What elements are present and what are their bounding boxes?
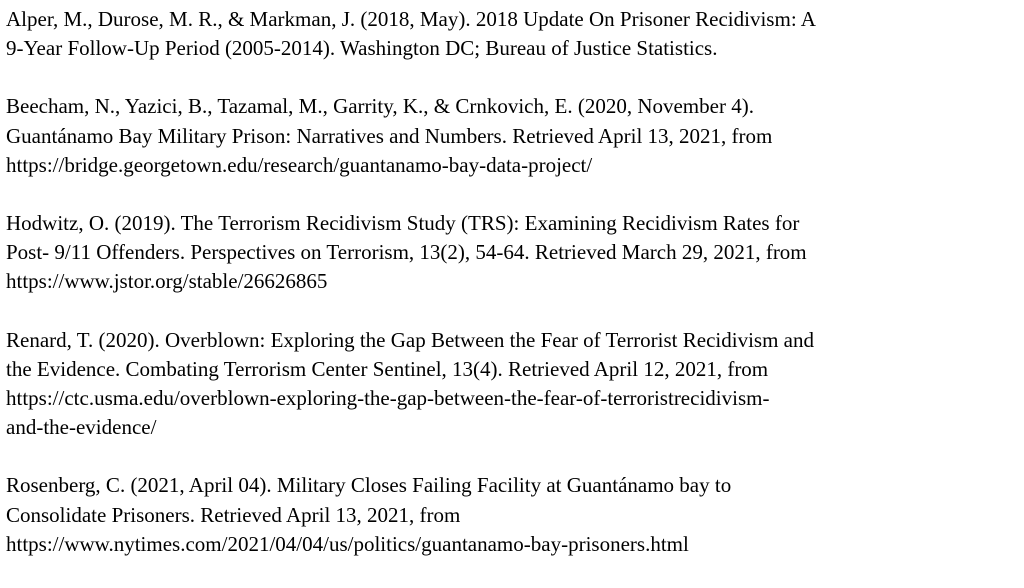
reference-entry-renard [6,326,1016,443]
reference-entry-alper [6,5,1016,63]
reference-line: Alper, M., Durose, M. R., & Markman, J. (2018, May). 2018 Update On Prisoner Recidivism: A [6,7,816,31]
reference-line: Beecham, N., Yazici, B., Tazamal, M., Garrity, K., & Crnkovich, E. (2020, November 4). [6,94,754,119]
reference-url: https://www.jstor.org/stable/26626865 [6,269,328,294]
reference-url: https://ctc.usma.edu/overblown-exploring-the-gap-between-the-fear-of-terroristrecidivism- [6,386,770,411]
reference-line: Consolidate Prisoners. Retrieved April 13, 2021, from [6,502,461,527]
reference-url: https://www.nytimes.com/2021/04/04/us/politics/guantanamo-bay-prisoners.html [6,531,689,556]
reference-entry-beecham [6,92,1016,180]
reference-line: Post- 9/11 Offenders. Perspectives on Terrorism, 13(2), 54-64. Retrieved March 29, 2021, from [6,240,807,265]
reference-line: Renard, T. (2020). Overblown: Exploring the Gap Between the Fear of Terrorist Recidivism and [6,327,814,352]
reference-line: Rosenberg, C. (2021, April 04). Military Closes Failing Facility at Guantánamo bay to [6,473,732,498]
reference-url: https://bridge.georgetown.edu/research/guantanamo-bay-data-project/ [6,152,593,177]
reference-line: Hodwitz, O. (2019). The Terrorism Recidivism Study (TRS): Examining Recidivism Rates for [6,211,800,236]
reference-list [6,5,1016,588]
reference-line: the Evidence. Combating Terrorism Center Sentinel, 13(4). Retrieved April 12, 2021, from [6,356,769,381]
reference-url: and-the-evidence/ [6,415,157,440]
reference-line: Guantánamo Bay Military Prison: Narratives and Numbers. Retrieved April 13, 2021, from [6,123,773,148]
reference-entry-rosenberg [6,471,1016,559]
reference-line: 9-Year Follow-Up Period (2005-2014). Washington DC; Bureau of Justice Statistics. [6,36,718,61]
reference-entry-hodwitz [6,209,1016,297]
